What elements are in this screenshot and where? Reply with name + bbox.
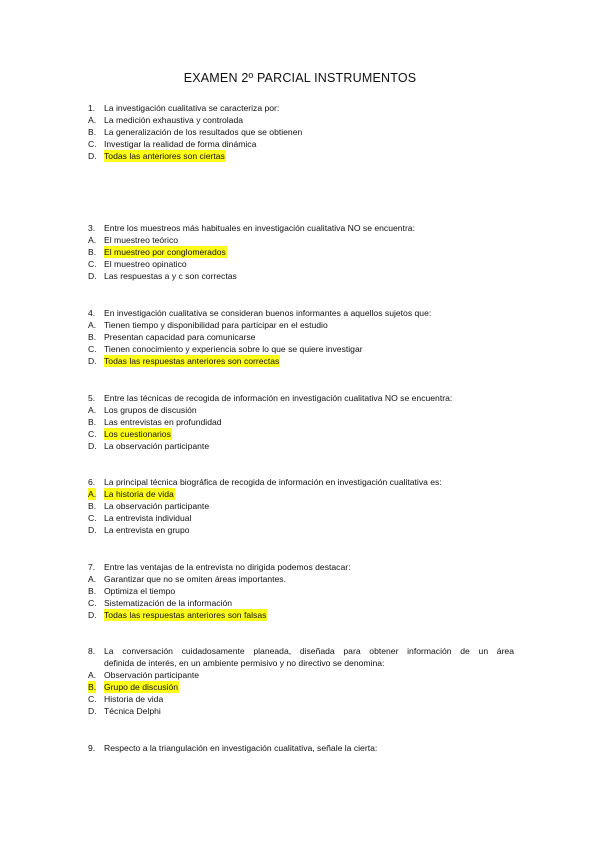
option-c: C. Sistematización de la información bbox=[88, 598, 233, 608]
question-7 bbox=[0, 561, 600, 621]
option-d: D. La observación participante bbox=[88, 441, 210, 451]
option-a: A. Garantizar que no se omiten áreas importantes. bbox=[88, 574, 286, 584]
question-3 bbox=[0, 222, 600, 282]
option-d-correct: D. Todas las respuestas anteriores son correctas bbox=[88, 356, 280, 366]
question-9 bbox=[0, 742, 600, 754]
option-c: C. El muestreo opinatico bbox=[88, 259, 187, 269]
option-b: B. Las entrevistas en profundidad bbox=[88, 417, 222, 427]
option-b-correct: B. Grupo de discusión bbox=[88, 682, 179, 692]
option-d-correct: D. Todas las respuestas anteriores son falsas bbox=[88, 610, 267, 620]
option-c: C. Tienen conocimiento y experiencia sobre lo que se quiere investigar bbox=[88, 344, 363, 354]
option-c: C. Historia de vida bbox=[88, 694, 164, 704]
option-b: B. Presentan capacidad para comunicarse bbox=[88, 332, 256, 342]
question-number: 4. bbox=[88, 308, 96, 318]
option-c: C. La entrevista individual bbox=[88, 513, 192, 523]
question-number: 7. bbox=[88, 562, 96, 572]
question-text: Entre los muestreos más habituales en investigación cualitativa NO se encuentra: bbox=[104, 223, 415, 233]
option-d: D. Técnica Delphi bbox=[88, 706, 161, 716]
option-d: D. La entrevista en grupo bbox=[88, 525, 190, 535]
question-text: La principal técnica biográfica de recogida de información en investigación cualitativa es: bbox=[104, 477, 442, 487]
option-b: B. La generalización de los resultados que se obtienen bbox=[88, 127, 303, 137]
question-5 bbox=[0, 392, 600, 452]
question-1 bbox=[0, 102, 600, 162]
option-c-correct: C. Los cuestionarios bbox=[88, 429, 171, 439]
question-4 bbox=[0, 307, 600, 367]
option-a: A. Observación participante bbox=[88, 670, 200, 680]
option-d-correct: D. Todas las anteriores son ciertas bbox=[88, 151, 225, 161]
question-number: 6. bbox=[88, 477, 96, 487]
option-d: D. Las respuestas a y c son correctas bbox=[88, 271, 237, 281]
question-text: La conversación cuidadosamente planeada, diseñada para obtener información de un área bbox=[104, 646, 514, 656]
question-text-continued: definida de interés, en un ambiente permisivo y no directivo se denomina: bbox=[104, 658, 385, 668]
question-number: 5. bbox=[88, 393, 96, 403]
question-8 bbox=[0, 645, 600, 717]
option-b: B. Optimiza el tiempo bbox=[88, 586, 176, 596]
question-text: Respecto a la triangulación en investigación cualitativa, señale la cierta: bbox=[104, 743, 378, 753]
option-b: B. La observación participante bbox=[88, 501, 210, 511]
question-number: 8. bbox=[88, 646, 96, 656]
option-a: A. Los grupos de discusión bbox=[88, 405, 197, 415]
option-a: A. El muestreo teórico bbox=[88, 235, 179, 245]
question-text: En investigación cualitativa se consideran buenos informantes a aquellos sujetos que: bbox=[104, 308, 432, 318]
option-a: A. Tienen tiempo y disponibilidad para participar en el estudio bbox=[88, 320, 328, 330]
option-c: C. Investigar la realidad de forma dinámica bbox=[88, 139, 257, 149]
question-text: Entre las técnicas de recogida de información en investigación cualitativa NO se encuentra: bbox=[104, 393, 453, 403]
exam-title: EXAMEN 2º PARCIAL INSTRUMENTOS bbox=[183, 71, 417, 85]
question-text: Entre las ventajas de la entrevista no dirigida podemos destacar: bbox=[104, 562, 351, 572]
option-a-correct: A. La historia de vida bbox=[88, 489, 174, 499]
question-6 bbox=[0, 476, 600, 536]
question-text: La investigación cualitativa se caracteriza por: bbox=[104, 103, 280, 113]
question-number: 3. bbox=[88, 223, 96, 233]
option-a: A. La medición exhaustiva y controlada bbox=[88, 115, 244, 125]
question-number: 1. bbox=[88, 103, 96, 113]
option-b-correct: B. El muestreo por conglomerados bbox=[88, 247, 226, 257]
question-number: 9. bbox=[88, 743, 96, 753]
